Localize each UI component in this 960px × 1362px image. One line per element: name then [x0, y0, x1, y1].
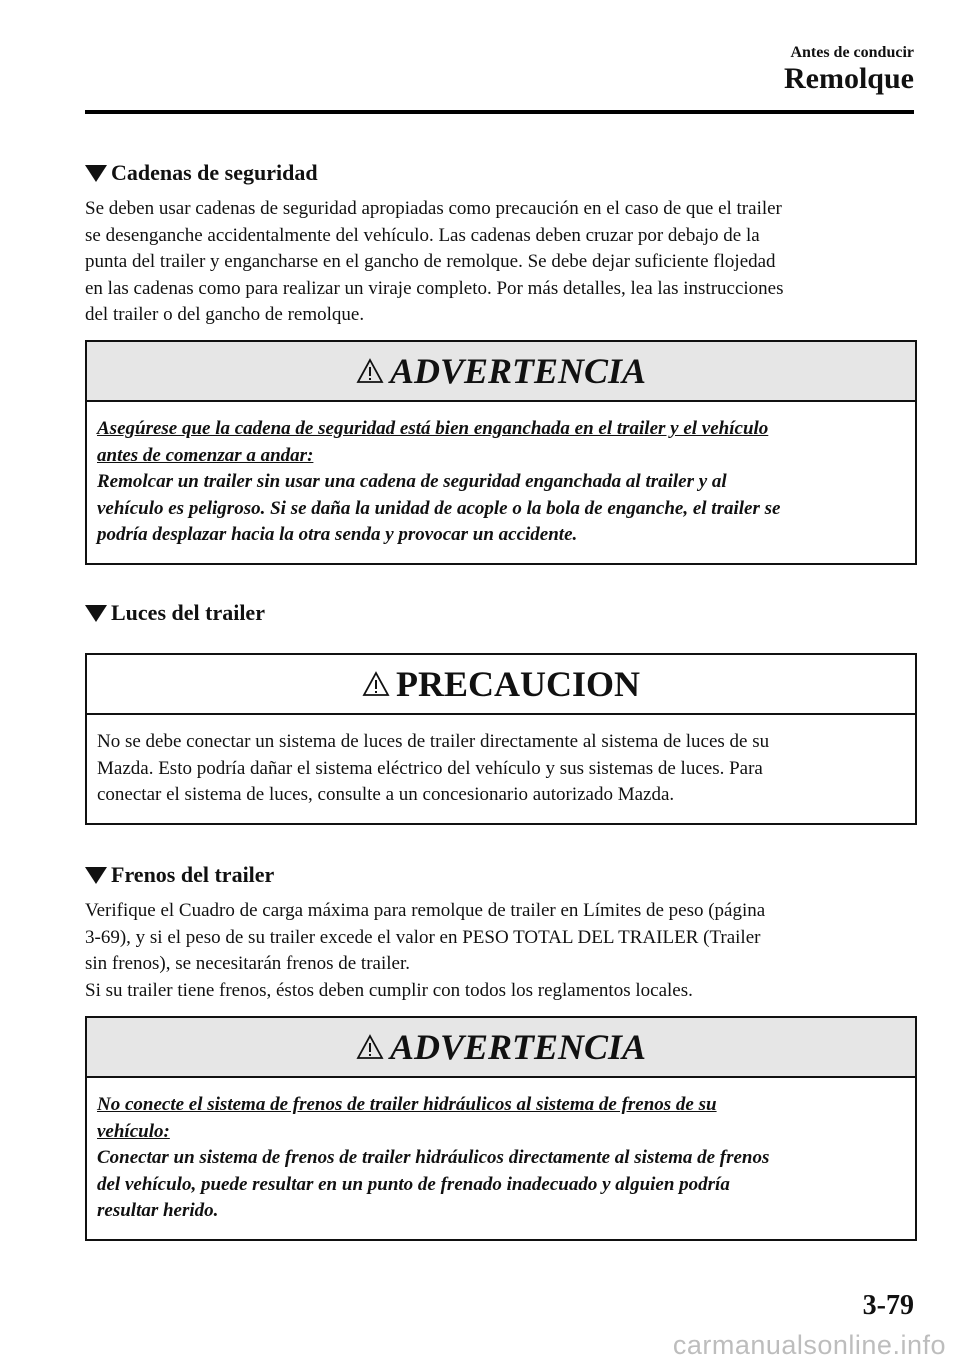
caution-text-line: conectar el sistema de luces, consulte a un concesionario autorizado Mazda. — [97, 784, 675, 805]
warning-triangle-icon — [362, 671, 390, 697]
warning-triangle-icon — [356, 1034, 384, 1060]
warning-text-line: vehículo es peligroso. Si se daña la unidad de acople o la bola de enganche, el trailer se — [97, 497, 781, 519]
page-number: 3-79 — [862, 1290, 914, 1321]
paragraph — [85, 196, 915, 329]
text-line: Si su trailer tiene frenos, éstos deben cumplir con todos los reglamentos locales. — [85, 979, 693, 1001]
section-heading-text: Luces del trailer — [111, 600, 265, 625]
text-line: Verifique el Cuadro de carga máxima para remolque de trailer en Límites de peso (página — [85, 900, 766, 921]
text-line: en las cadenas como para realizar un viraje completo. Por más detalles, lea las instrucciones — [85, 277, 784, 299]
warning-underlined-line: antes de comenzar a andar: — [97, 444, 314, 466]
caution-box-header — [87, 655, 915, 715]
section-heading — [85, 862, 915, 888]
warning-box — [85, 1016, 917, 1241]
warning-label: ADVERTENCIA — [389, 1027, 647, 1067]
header-chapter: Antes de conducir — [790, 44, 914, 61]
warning-text-line: resultar herido. — [97, 1200, 219, 1221]
text-line: sin frenos), se necesitarán frenos de trailer. — [85, 953, 410, 974]
caution-text-line: No se debe conectar un sistema de luces de trailer directamente al sistema de luces de su — [97, 731, 770, 752]
paragraph — [85, 898, 915, 1004]
warning-underlined-line: No conecte el sistema de frenos de trailer hidráulicos al sistema de frenos de su — [97, 1094, 717, 1115]
caution-box-body — [87, 715, 915, 823]
warning-triangle-icon — [356, 358, 384, 384]
caution-text-line: Mazda. Esto podría dañar el sistema eléctrico del vehículo y sus sistemas de luces. Para — [97, 757, 763, 779]
warning-text-line: Conectar un sistema de frenos de trailer hidráulicos directamente al sistema de frenos — [97, 1147, 770, 1168]
warning-label: ADVERTENCIA — [389, 351, 647, 391]
page-title: Remolque — [784, 62, 914, 95]
triangle-bullet-icon — [85, 165, 107, 182]
header-rule — [85, 110, 914, 114]
warning-underlined-line: vehículo: — [97, 1120, 170, 1142]
triangle-bullet-icon — [85, 867, 107, 884]
text-line: del trailer o del gancho de remolque. — [85, 304, 365, 325]
section-trailer-lights — [85, 600, 915, 636]
warning-text-line: Remolcar un trailer sin usar una cadena de seguridad enganchada al trailer y al — [97, 471, 727, 492]
warning-box-header — [87, 1018, 915, 1078]
triangle-bullet-icon — [85, 605, 107, 622]
section-heading-text: Frenos del trailer — [111, 862, 275, 887]
warning-box-body — [87, 1078, 915, 1239]
caution-box — [85, 653, 917, 825]
warning-text-line: del vehículo, puede resultar en un punto de frenado inadecuado y alguien podría — [97, 1173, 730, 1195]
warning-underlined-line: Asegúrese que la cadena de seguridad está bien enganchada en el trailer y el vehículo — [97, 418, 769, 439]
watermark-text: carmanualsonline.info — [672, 1330, 946, 1360]
text-line: se desenganche accidentalmente del vehículo. Las cadenas deben cruzar por debajo de la — [85, 224, 760, 246]
section-trailer-brakes — [85, 862, 915, 1004]
warning-box-header — [87, 342, 915, 402]
section-safety-chains — [85, 160, 915, 329]
section-heading — [85, 160, 915, 186]
section-heading — [85, 600, 915, 626]
text-line: Se deben usar cadenas de seguridad apropiadas como precaución en el caso de que el trailer — [85, 198, 782, 219]
warning-box-body — [87, 402, 915, 563]
caution-label: PRECAUCION — [395, 664, 640, 704]
section-heading-text: Cadenas de seguridad — [111, 160, 318, 185]
text-line: 3-69), y si el peso de su trailer excede el valor en PESO TOTAL DEL TRAILER (Trailer — [85, 926, 761, 948]
warning-text-line: podría desplazar hacia la otra senda y provocar un accidente. — [97, 524, 578, 545]
text-line: punta del trailer y engancharse en el gancho de remolque. Se debe dejar suficiente flojedad — [85, 251, 776, 272]
warning-box — [85, 340, 917, 565]
